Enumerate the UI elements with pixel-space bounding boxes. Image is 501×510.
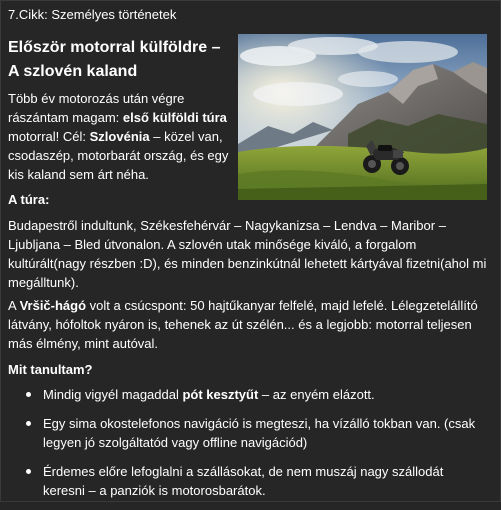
tour-heading: A túra: [8, 192, 50, 207]
list-item: Egy sima okostelefonos navigáció is megteszi, ha vízálló tokban van. (csak legyen jó szolgáltatód vagy offline navigációd) [0, 414, 483, 452]
article-title [8, 36, 233, 84]
route-paragraph: Budapestről indultunk, Székesfehérvár – Nagykanizsa – Lendva – Maribor – Ljubljana – Bled útvonalon. A szlovén utak minősége kiváló, a forgalom kultúrált(nagy részben :D), és minden benzinkútnál lehetett kártyával fizetni(ahol mi megálltunk). [8, 218, 487, 290]
vrsic-paragraph: A Vršič-hágó volt a csúcspont: 50 hajtűkanyar felfelé, majd lefelé. Lélegzetelállító látvány, hófoltok nyáron is, tehenek az út szélén... és a legjobb: motorral teljesen más élmény, mint autóval. [8, 298, 478, 351]
list-item: Érdemes előre lefoglalni a szállásokat, de nem muszáj nagy szállodát keresni – a panziók is motorosbarátok. [0, 462, 483, 500]
lessons-heading: Mit tanultam? [8, 362, 93, 377]
section-label: 7.Cikk: Személyes történetek [8, 7, 177, 22]
motorcycle-mountain-photo [238, 34, 487, 200]
highlight-spare-gloves: pót kesztyűt [182, 387, 259, 402]
highlight-vrsic-pass: Vršič-hágó [19, 298, 87, 313]
list-item: Mindig vigyél magaddal pót kesztyűt – az enyém elázott. [0, 385, 483, 404]
lessons-list [0, 385, 500, 510]
highlight-first-trip: első külföldi túra [122, 110, 227, 125]
highlight-slovenia: Szlovénia [89, 129, 150, 144]
intro-paragraph: Több év motorozás után végre rászántam magam: első külföldi túra motorral! Cél: Szlovénia – közel van, csodaszép, motorbarát ország, és egy kis kaland sem árt néha. [8, 91, 229, 182]
article-title-line-2: A szlovén kaland [8, 63, 138, 80]
article-title-line-1: Először motorral külföldre – [8, 39, 221, 56]
